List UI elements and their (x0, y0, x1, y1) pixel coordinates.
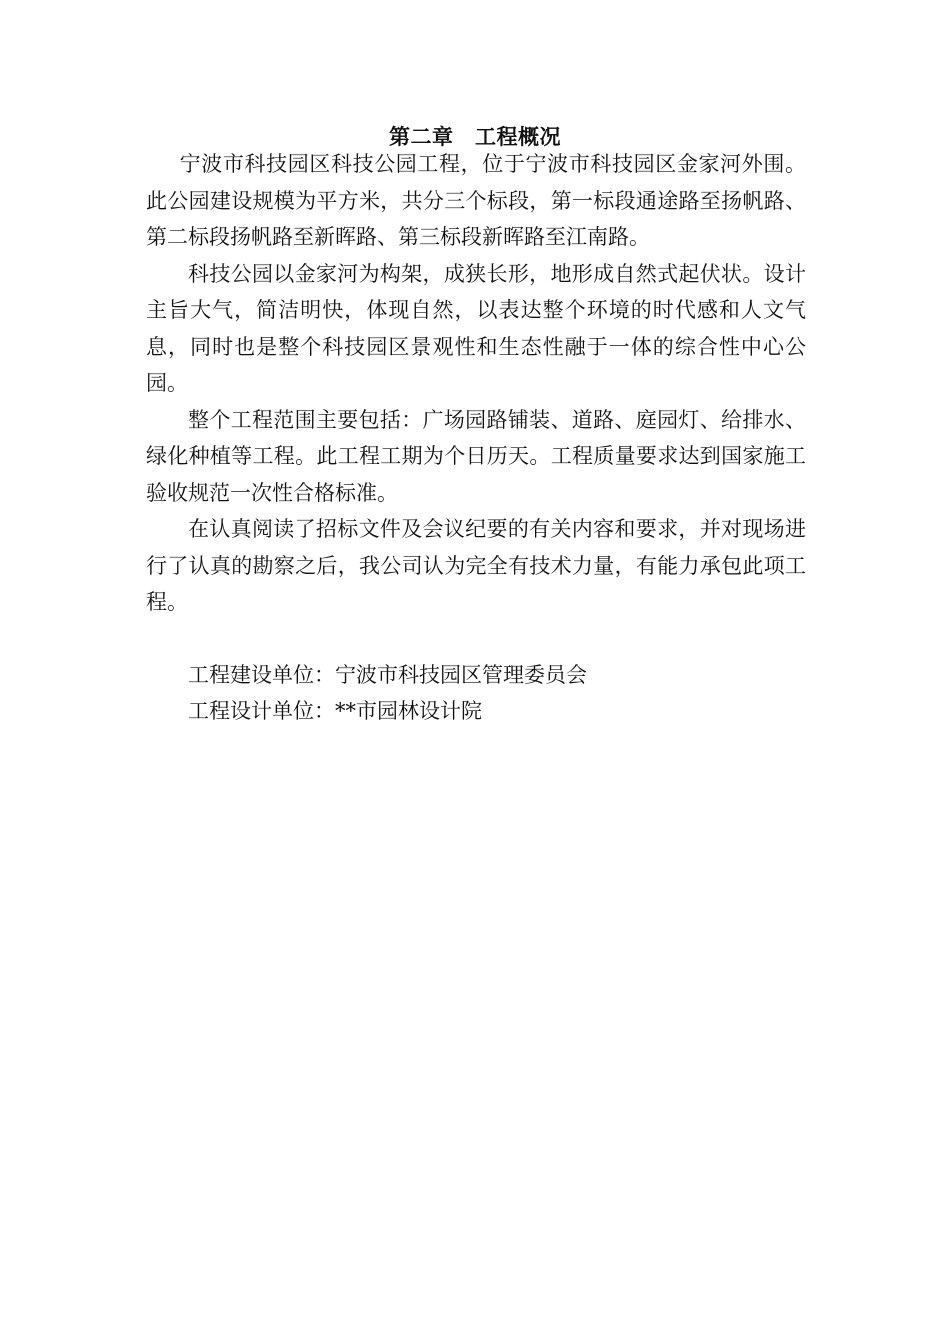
paragraph-company-statement: 在认真阅读了招标文件及会议纪要的有关内容和要求，并对现场进行了认真的勘察之后，我公司认为完全有技术力量，有能力承包此项工程。 (146, 517, 806, 614)
blank-line (146, 621, 806, 657)
paragraph-project-scope: 整个工程范围主要包括：广场园路铺装、道路、庭园灯、给排水、绿化种植等工程。此工程工期为个日历天。工程质量要求达到国家施工验收规范一次性合格标准。 (146, 407, 806, 505)
paragraph-project-location: 宁波市科技园区科技公园工程，位于宁波市科技园区金家河外围。此公园建设规模为平方米，共分三个标段，第一标段通途路至扬帆路、第二标段扬帆路至新晖路、第三标段新晖路至江南路。 (146, 152, 806, 249)
document-body (146, 146, 806, 730)
paragraph-park-design: 科技公园以金家河为构架，成狭长形，地形成自然式起伏状。设计主旨大气，简洁明快，体现自然，以表达整个环境的时代感和人文气息，同时也是整个科技园区景观性和生态性融于一体的综合性中心公园。 (146, 261, 806, 395)
chapter-title: 第二章 工程概况 (389, 124, 561, 149)
design-unit-line: 工程设计单位：**市园林设计院 (188, 699, 482, 723)
owner-unit-line: 工程建设单位：宁波市科技园区管理委员会 (188, 662, 587, 687)
